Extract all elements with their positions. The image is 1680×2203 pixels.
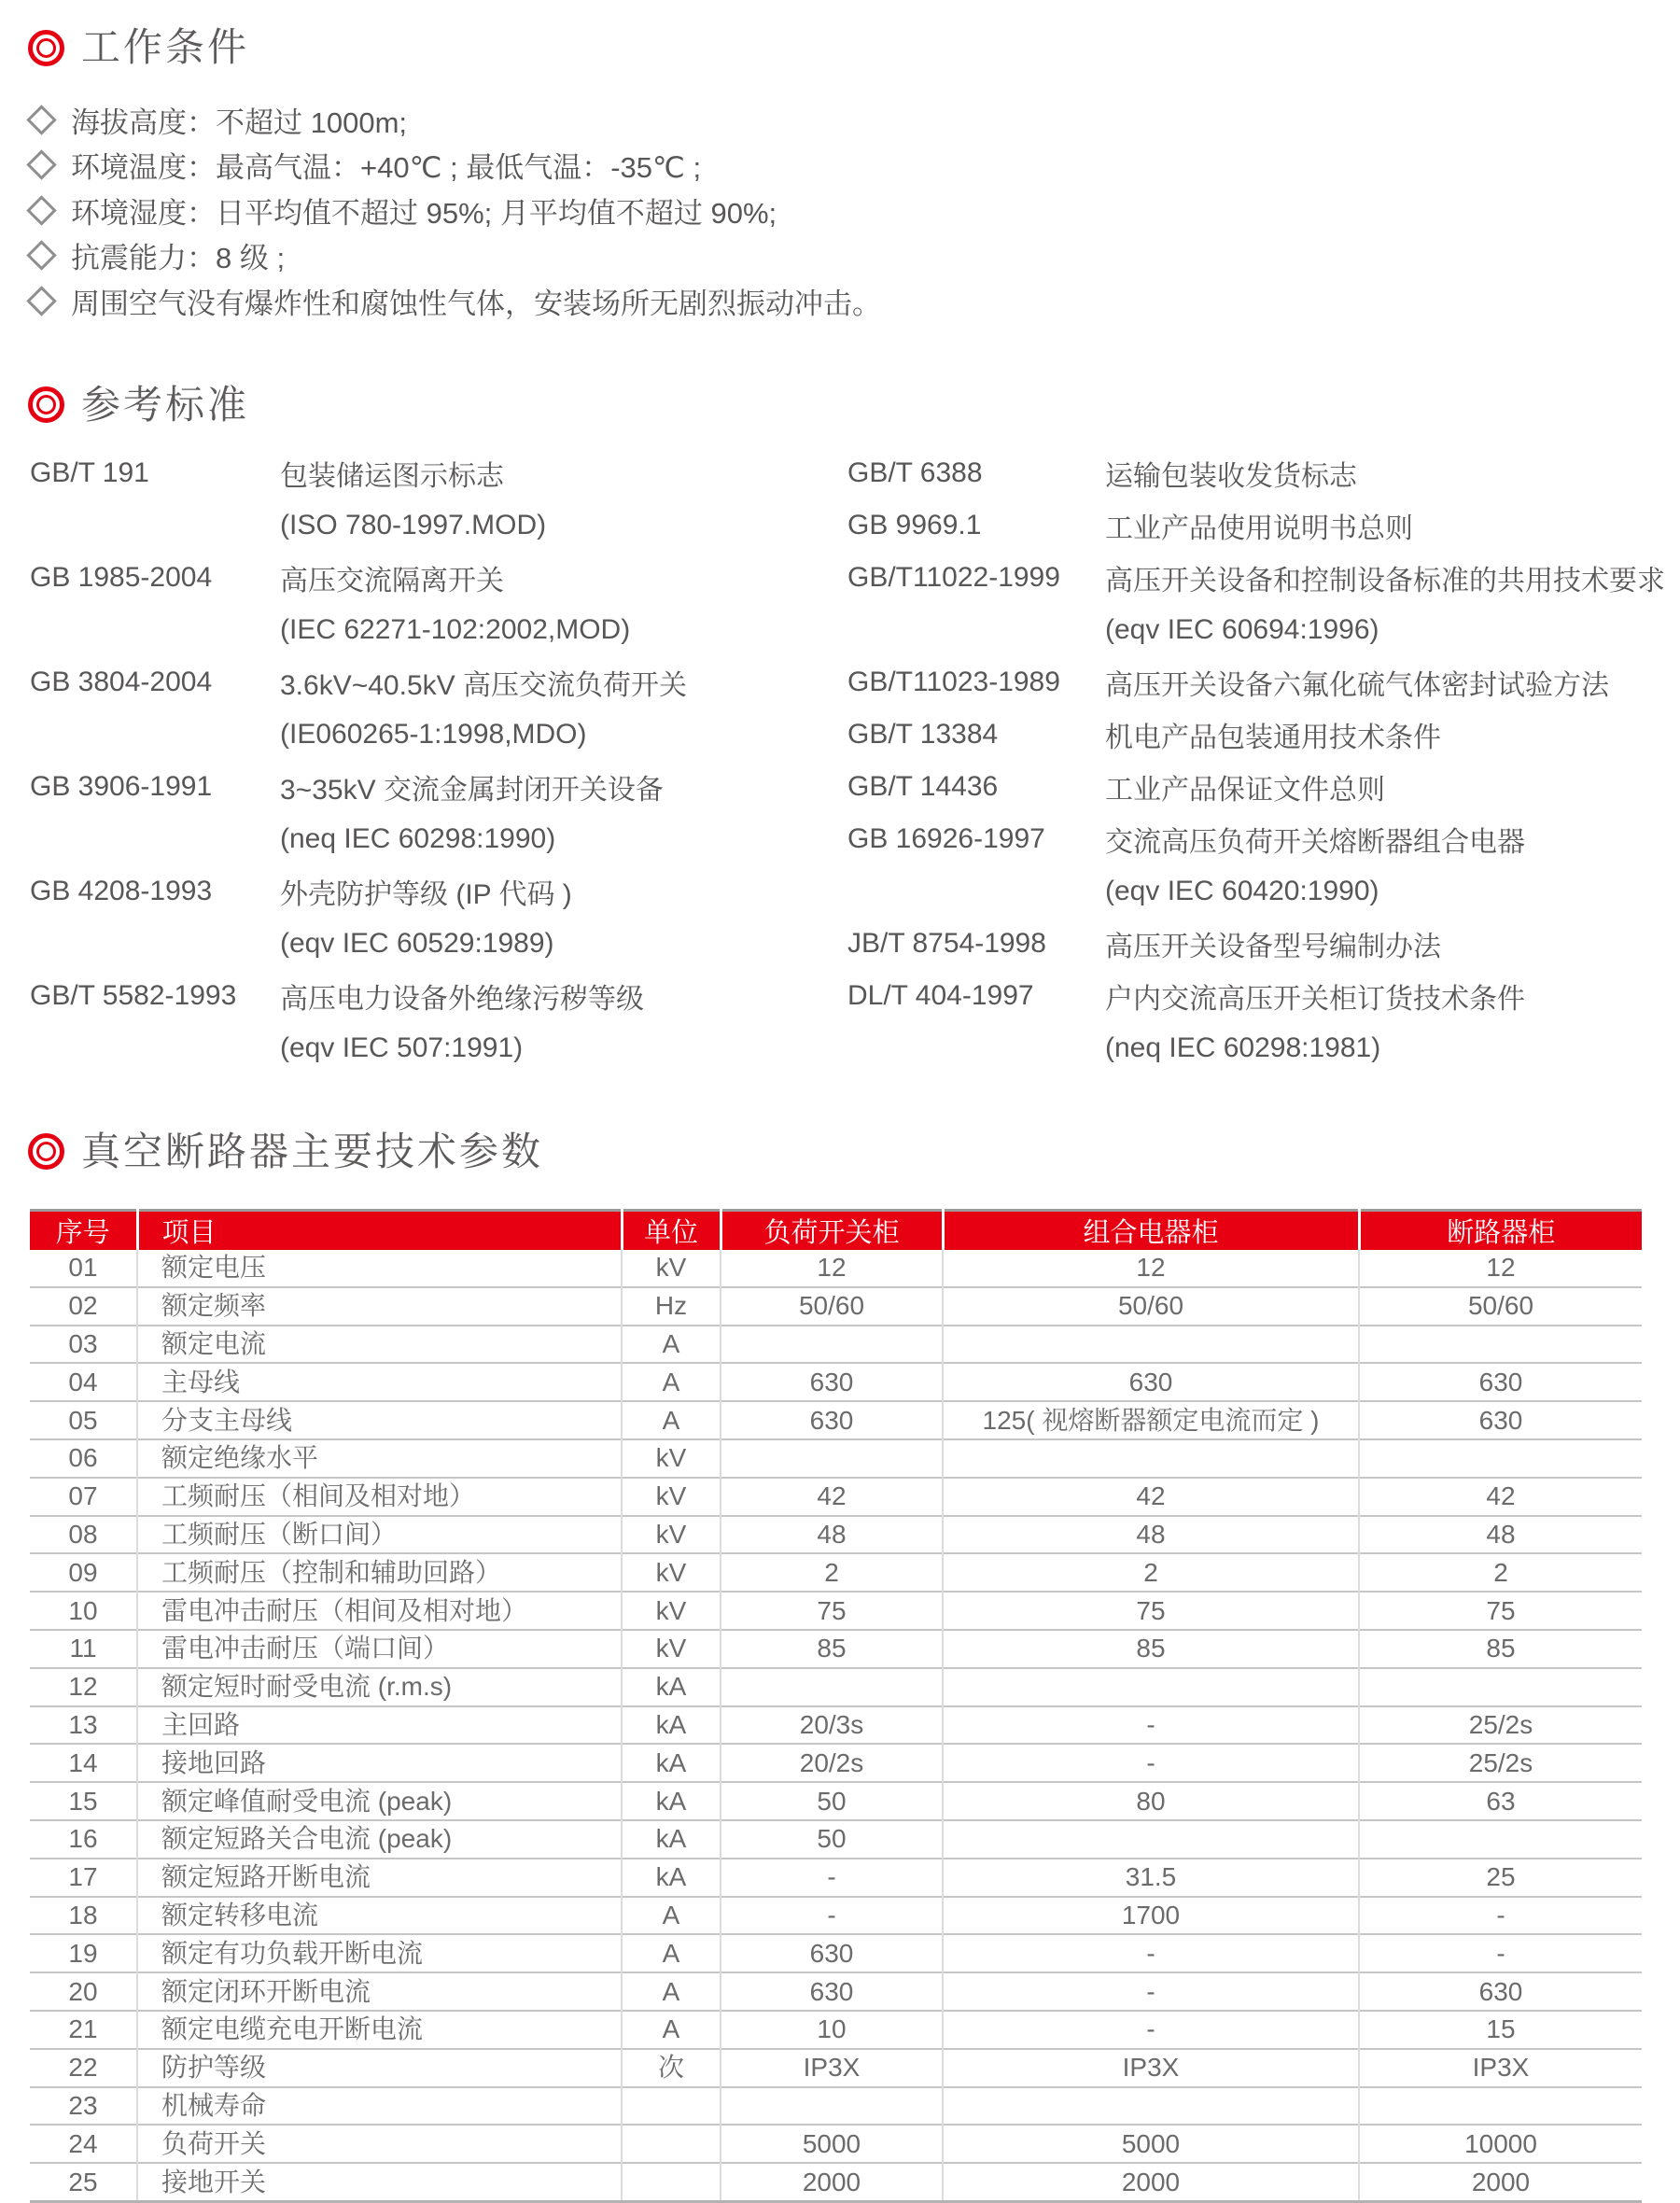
standard-code: GB/T 191 <box>30 456 149 488</box>
standard-code: JB/T 8754-1998 <box>847 927 1046 959</box>
cell-item: 雷电冲击耐压（端口间） <box>137 1630 622 1668</box>
standard-desc: 高压交流隔离开关 <box>280 565 504 596</box>
section-reference-standards <box>28 384 1680 1074</box>
standard-code: GB 3804-2004 <box>30 666 213 697</box>
cell-item: 额定短时耐受电流 (r.m.s) <box>137 1668 622 1706</box>
column-header-2: 单位 <box>622 1211 721 1251</box>
cell-value: 42 <box>721 1478 943 1516</box>
cell-value: 50/60 <box>721 1287 943 1326</box>
cell-no: 04 <box>30 1363 137 1401</box>
table-row <box>30 1972 1642 2011</box>
diamond-icon <box>26 150 57 181</box>
catalog-page <box>0 25 1680 2196</box>
cell-value <box>943 2087 1359 2126</box>
cell-value: 10 <box>721 2011 943 2049</box>
section-title-parameters: 真空断路器主要技术参数 <box>81 1129 544 1173</box>
cell-item: 机械寿命 <box>137 2087 622 2126</box>
cell-value: - <box>1359 1934 1642 1972</box>
cell-unit: kV <box>622 1630 721 1668</box>
cell-value: 75 <box>1359 1592 1642 1630</box>
cell-unit: kA <box>622 1820 721 1859</box>
standard-code <box>30 604 280 656</box>
standard-desc: 交流高压负荷开关熔断器组合电器 <box>1105 826 1525 858</box>
cell-value: 2000 <box>721 2163 943 2201</box>
table-row <box>30 1897 1642 1935</box>
cell-value: 25/2s <box>1359 1706 1642 1745</box>
column-header-5: 断路器柜 <box>1359 1211 1642 1251</box>
parameters-table <box>30 1209 1642 2203</box>
cell-value <box>943 1820 1359 1859</box>
cell-value: 85 <box>943 1630 1359 1668</box>
column-header-0: 序号 <box>30 1211 137 1251</box>
cell-value: 630 <box>721 1972 943 2011</box>
parameters-table-header <box>30 1211 1642 1251</box>
condition-text: 环境温度：最高气温：+40℃ ; 最低气温：-35℃ ; <box>71 151 702 185</box>
cell-value: 630 <box>1359 1972 1642 2011</box>
cell-unit: kA <box>622 1668 721 1706</box>
table-row <box>30 2011 1642 2049</box>
cell-item: 接地开关 <box>137 2163 622 2201</box>
cell-value: 630 <box>943 1363 1359 1401</box>
cell-no: 03 <box>30 1326 137 1364</box>
cell-unit <box>622 2163 721 2201</box>
cell-value: IP3X <box>721 2049 943 2087</box>
cell-value <box>721 1668 943 1706</box>
cell-unit: kA <box>622 1782 721 1820</box>
cell-value: - <box>943 1972 1359 2011</box>
cell-item: 额定有功负载开断电流 <box>137 1934 622 1972</box>
standard-code <box>847 604 1105 656</box>
table-row <box>30 2163 1642 2201</box>
table-row <box>30 1668 1642 1706</box>
cell-no: 18 <box>30 1897 137 1935</box>
cell-value: - <box>1359 1897 1642 1935</box>
cell-unit: A <box>622 1326 721 1364</box>
standard-desc: 高压电力设备外绝缘污秽等级 <box>280 983 644 1015</box>
cell-item: 额定电流 <box>137 1326 622 1364</box>
cell-unit: kA <box>622 1744 721 1782</box>
cell-value: - <box>721 1897 943 1935</box>
condition-item <box>28 143 1680 189</box>
section-title-reference-standards: 参考标准 <box>81 382 250 427</box>
table-row <box>30 1934 1642 1972</box>
table-row <box>30 1706 1642 1745</box>
cell-unit: kV <box>622 1250 721 1287</box>
table-row <box>30 1782 1642 1820</box>
cell-value: 75 <box>943 1592 1359 1630</box>
standard-desc: (eqv IEC 507:1991) <box>280 1031 524 1063</box>
cell-value <box>1359 1820 1642 1859</box>
condition-text: 抗震能力：8 级 ; <box>71 242 286 275</box>
cell-item: 分支主母线 <box>137 1401 622 1439</box>
column-header-4: 组合电器柜 <box>943 1211 1359 1251</box>
cell-unit <box>622 2087 721 2126</box>
cell-value: 75 <box>721 1592 943 1630</box>
cell-value: 48 <box>721 1516 943 1554</box>
cell-value: 2000 <box>943 2163 1359 2201</box>
cell-unit: kV <box>622 1439 721 1478</box>
table-row <box>30 2087 1642 2126</box>
parameters-table-body <box>30 1250 1642 2201</box>
cell-no: 10 <box>30 1592 137 1630</box>
cell-no: 12 <box>30 1668 137 1706</box>
cell-value: IP3X <box>943 2049 1359 2087</box>
cell-value: 50/60 <box>1359 1287 1642 1326</box>
condition-item <box>28 278 1680 324</box>
table-row <box>30 1363 1642 1401</box>
cell-value <box>721 2087 943 2126</box>
section-header <box>28 26 1680 69</box>
cell-item: 额定频率 <box>137 1287 622 1326</box>
standard-code: GB/T11022-1999 <box>847 561 1060 593</box>
cell-no: 22 <box>30 2049 137 2087</box>
cell-no: 11 <box>30 1630 137 1668</box>
cell-no: 14 <box>30 1744 137 1782</box>
cell-value: 12 <box>721 1250 943 1287</box>
diamond-icon <box>26 105 57 135</box>
table-row <box>30 2049 1642 2087</box>
header-row <box>30 1211 1642 1251</box>
standard-code <box>30 918 280 970</box>
cell-value: 1700 <box>943 1897 1359 1935</box>
cell-unit: kA <box>622 1706 721 1745</box>
table-row <box>30 1744 1642 1782</box>
cell-item: 工频耐压（控制和辅助回路） <box>137 1553 622 1592</box>
diamond-icon <box>26 286 57 316</box>
standards-grid <box>30 447 1680 1074</box>
cell-value: - <box>721 1859 943 1897</box>
cell-unit: A <box>622 1401 721 1439</box>
cell-value: 20/2s <box>721 1744 943 1782</box>
cell-value <box>943 1668 1359 1706</box>
cell-value: 630 <box>1359 1363 1642 1401</box>
table-row <box>30 1401 1642 1439</box>
cell-value: 20/3s <box>721 1706 943 1745</box>
standard-desc: 高压开关设备型号编制办法 <box>1105 931 1441 962</box>
cell-no: 23 <box>30 2087 137 2126</box>
standard-desc: (IEC 62271-102:2002,MOD) <box>280 613 631 645</box>
cell-unit: kV <box>622 1553 721 1592</box>
table-row <box>30 1516 1642 1554</box>
standard-desc: 户内交流高压开关柜订货技术条件 <box>1105 983 1525 1015</box>
standard-code: GB/T 13384 <box>847 718 999 750</box>
cell-value: - <box>943 1934 1359 1972</box>
cell-item: 防护等级 <box>137 2049 622 2087</box>
cell-value: 48 <box>943 1516 1359 1554</box>
table-row <box>30 1553 1642 1592</box>
cell-no: 24 <box>30 2125 137 2163</box>
double-circle-icon <box>28 386 64 423</box>
standard-desc: 机电产品包装通用技术条件 <box>1105 722 1441 753</box>
standard-desc: 3.6kV~40.5kV 高压交流负荷开关 <box>280 669 687 701</box>
condition-text: 环境湿度：日平均值不超过 95%; 月平均值不超过 90%; <box>71 196 777 230</box>
cell-unit: kA <box>622 1859 721 1897</box>
standard-code: GB/T 14436 <box>847 770 999 802</box>
cell-unit: kV <box>622 1592 721 1630</box>
standard-code: GB/T 5582-1993 <box>30 979 237 1011</box>
cell-no: 16 <box>30 1820 137 1859</box>
cell-no: 20 <box>30 1972 137 2011</box>
condition-text: 海拔高度：不超过 1000m; <box>71 105 408 139</box>
cell-no: 13 <box>30 1706 137 1745</box>
standard-desc: (IE060265-1:1998,MDO) <box>280 718 587 750</box>
cell-value: 2 <box>943 1553 1359 1592</box>
cell-value: 630 <box>721 1363 943 1401</box>
cell-value: IP3X <box>1359 2049 1642 2087</box>
standard-code <box>30 709 280 761</box>
table-row <box>30 1439 1642 1478</box>
cell-no: 07 <box>30 1478 137 1516</box>
cell-value: 42 <box>1359 1478 1642 1516</box>
working-conditions-list <box>28 97 1680 324</box>
cell-value: 31.5 <box>943 1859 1359 1897</box>
section-working-conditions <box>28 26 1680 324</box>
table-row <box>30 1287 1642 1326</box>
standard-desc: 运输包装收发货标志 <box>1105 460 1357 492</box>
cell-value <box>721 1326 943 1364</box>
section-parameters <box>28 1130 1680 2203</box>
cell-value: 12 <box>943 1250 1359 1287</box>
section-title-working-conditions: 工作条件 <box>81 25 250 69</box>
cell-unit: A <box>622 1897 721 1935</box>
standard-desc: 包装储运图示标志 <box>280 460 504 492</box>
cell-unit: 次 <box>622 2049 721 2087</box>
standard-code: GB 16926-1997 <box>847 822 1045 854</box>
cell-item: 主母线 <box>137 1363 622 1401</box>
cell-item: 雷电冲击耐压（相间及相对地） <box>137 1592 622 1630</box>
cell-unit: A <box>622 1934 721 1972</box>
cell-value: 125( 视熔断器额定电流而定 ) <box>943 1401 1359 1439</box>
cell-item: 额定绝缘水平 <box>137 1439 622 1478</box>
table-row <box>30 1592 1642 1630</box>
table-row <box>30 1326 1642 1364</box>
standard-desc: 工业产品使用说明书总则 <box>1105 512 1413 544</box>
cell-value <box>1359 1668 1642 1706</box>
standard-desc: (eqv IEC 60529:1989) <box>280 927 554 959</box>
condition-item <box>28 188 1680 233</box>
table-row <box>30 1820 1642 1859</box>
cell-item: 额定短路开断电流 <box>137 1859 622 1897</box>
standard-desc: (neq IEC 60298:1990) <box>280 822 556 854</box>
cell-item: 额定电缆充电开断电流 <box>137 2011 622 2049</box>
cell-unit: kV <box>622 1478 721 1516</box>
cell-value: - <box>943 2011 1359 2049</box>
cell-value: 12 <box>1359 1250 1642 1287</box>
table-row <box>30 1478 1642 1516</box>
cell-value: 2 <box>721 1553 943 1592</box>
cell-value: 5000 <box>943 2125 1359 2163</box>
standard-desc: (eqv IEC 60694:1996) <box>1105 613 1379 645</box>
cell-value: 50 <box>721 1820 943 1859</box>
cell-item: 额定短路关合电流 (peak) <box>137 1820 622 1859</box>
cell-value: 42 <box>943 1478 1359 1516</box>
cell-value: 50 <box>721 1782 943 1820</box>
standard-desc: (neq IEC 60298:1981) <box>1105 1031 1381 1063</box>
cell-item: 额定转移电流 <box>137 1897 622 1935</box>
cell-value: 10000 <box>1359 2125 1642 2163</box>
cell-no: 01 <box>68 1253 98 1283</box>
cell-item: 额定电压 <box>137 1250 622 1287</box>
standard-desc: 工业产品保证文件总则 <box>1105 774 1385 806</box>
cell-value <box>1359 1439 1642 1478</box>
standard-code: GB/T 6388 <box>847 456 983 488</box>
condition-text: 周围空气没有爆炸性和腐蚀性气体，安装场所无剧烈振动冲击。 <box>71 287 881 320</box>
cell-value: 630 <box>1359 1401 1642 1439</box>
cell-item: 工频耐压（断口间） <box>137 1516 622 1554</box>
cell-item: 工频耐压（相间及相对地） <box>137 1478 622 1516</box>
cell-value: 5000 <box>721 2125 943 2163</box>
cell-value <box>721 1439 943 1478</box>
cell-value: 25/2s <box>1359 1744 1642 1782</box>
cell-value: 630 <box>721 1401 943 1439</box>
standard-code <box>30 813 280 865</box>
cell-no: 17 <box>30 1859 137 1897</box>
cell-no: 21 <box>30 2011 137 2049</box>
cell-value: 15 <box>1359 2011 1642 2049</box>
standard-desc: 高压开关设备六氟化硫气体密封试验方法 <box>1105 669 1609 701</box>
standard-code <box>30 499 280 552</box>
cell-no: 15 <box>30 1782 137 1820</box>
cell-value: 63 <box>1359 1782 1642 1820</box>
column-header-3: 负荷开关柜 <box>721 1211 943 1251</box>
standard-desc: 高压开关设备和控制设备标准的共用技术要求 <box>1105 565 1665 596</box>
cell-value: 630 <box>721 1934 943 1972</box>
cell-item: 接地回路 <box>137 1744 622 1782</box>
cell-value <box>1359 2087 1642 2126</box>
double-circle-icon <box>28 30 64 66</box>
cell-value: 2 <box>1359 1553 1642 1592</box>
cell-unit: A <box>622 1972 721 2011</box>
cell-value: - <box>943 1706 1359 1745</box>
cell-item: 主回路 <box>137 1706 622 1745</box>
condition-item <box>28 233 1680 279</box>
cell-value: 25 <box>1359 1859 1642 1897</box>
standard-code <box>847 1022 1105 1074</box>
double-circle-icon <box>28 1133 64 1170</box>
cell-unit: Hz <box>622 1287 721 1326</box>
standard-code: GB 4208-1993 <box>30 875 213 906</box>
cell-value: - <box>943 1744 1359 1782</box>
standard-code: DL/T 404-1997 <box>847 979 1034 1011</box>
cell-no: 25 <box>30 2163 137 2201</box>
cell-unit <box>622 2125 721 2163</box>
cell-no: 19 <box>30 1934 137 1972</box>
standard-code: GB/T11023-1989 <box>847 666 1060 697</box>
cell-no: 08 <box>30 1516 137 1554</box>
cell-value <box>1359 1326 1642 1364</box>
standard-desc: 3~35kV 交流金属封闭开关设备 <box>280 774 664 806</box>
table-row <box>30 2125 1642 2163</box>
cell-unit: A <box>622 1363 721 1401</box>
standard-code: GB 1985-2004 <box>30 561 213 593</box>
table-row <box>30 1250 1642 1287</box>
cell-value: 48 <box>1359 1516 1642 1554</box>
section-header <box>28 1130 1680 1173</box>
cell-unit: A <box>622 2011 721 2049</box>
cell-value: 85 <box>721 1630 943 1668</box>
standard-desc: (ISO 780-1997.MOD) <box>280 509 547 540</box>
standard-desc: 外壳防护等级 (IP 代码 ) <box>280 878 572 910</box>
cell-item: 负荷开关 <box>137 2125 622 2163</box>
cell-value <box>943 1439 1359 1478</box>
standard-code <box>30 1022 280 1074</box>
table-row <box>30 1630 1642 1668</box>
cell-value: 50/60 <box>943 1287 1359 1326</box>
cell-value: 80 <box>943 1782 1359 1820</box>
standard-code: GB 3906-1991 <box>30 770 213 802</box>
cell-item: 额定闭环开断电流 <box>137 1972 622 2011</box>
diamond-icon <box>26 241 57 272</box>
cell-no: 02 <box>30 1287 137 1326</box>
cell-no: 05 <box>30 1401 137 1439</box>
cell-value: 85 <box>1359 1630 1642 1668</box>
cell-unit: kV <box>622 1516 721 1554</box>
condition-item <box>28 97 1680 143</box>
cell-no: 06 <box>30 1439 137 1478</box>
section-header <box>28 384 1680 427</box>
diamond-icon <box>26 195 57 226</box>
standard-code: GB 9969.1 <box>847 509 982 540</box>
column-header-1: 项目 <box>137 1211 622 1251</box>
standard-code <box>847 865 1105 918</box>
cell-item: 额定峰值耐受电流 (peak) <box>137 1782 622 1820</box>
table-row <box>30 1859 1642 1897</box>
cell-value <box>943 1326 1359 1364</box>
standard-desc: (eqv IEC 60420:1990) <box>1105 875 1379 906</box>
cell-value: 2000 <box>1359 2163 1642 2201</box>
cell-no: 09 <box>30 1553 137 1592</box>
